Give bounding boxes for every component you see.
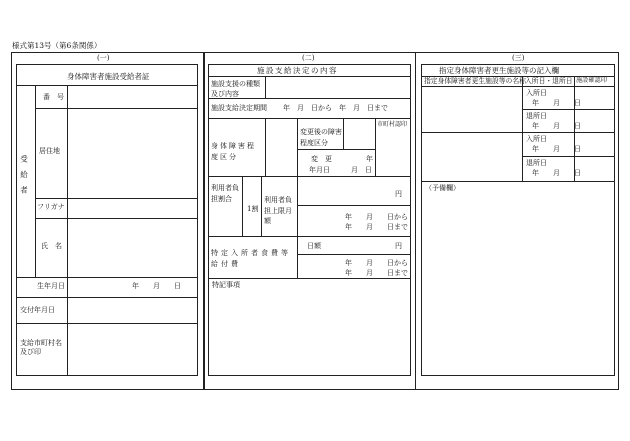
facility-title: 指定身体障害者更生施設等の記入欄 xyxy=(439,66,559,75)
burden-ratio-label: 利用者負担割合 xyxy=(211,184,239,203)
food-housing-label: 特定入所者食費等給付費 xyxy=(211,249,291,269)
disability-level-label: 身体障害程度区分 xyxy=(211,142,256,161)
burden-limit-label: 利用者負担上限月額 xyxy=(264,196,292,225)
burden-date-to: 年 月 日まで xyxy=(345,223,408,231)
burden-yen: 円 xyxy=(395,190,402,198)
decision-card xyxy=(208,64,411,376)
changed-level-label: 変更後の障害程度区分 xyxy=(300,128,342,147)
decision-title: 施設支給決定の内容 xyxy=(257,66,338,75)
reserve-label: （予備欄） xyxy=(425,184,460,192)
card-title: 身体障害者施設受給者証 xyxy=(67,72,150,81)
address-label: 居住地 xyxy=(39,147,60,155)
entry-date-1: 年 月 日 xyxy=(532,99,581,107)
facility-card xyxy=(421,64,615,376)
exit-date-1: 年 月 日 xyxy=(532,122,581,130)
burden-date-from: 年 月 日から xyxy=(345,213,408,221)
municipality-label: 支給市町村名及び印 xyxy=(20,339,62,357)
birthdate-label: 生年月日 xyxy=(37,282,65,290)
facility-type-label: 施設支援の種類及び内容 xyxy=(211,80,260,98)
col1-header: (一) xyxy=(97,54,110,62)
food-date-from: 年 月 日から xyxy=(345,259,408,267)
recipient-label: 受給者 xyxy=(19,155,29,202)
entry-label-2: 入所日 xyxy=(526,135,547,143)
food-date-to: 年 月 日まで xyxy=(345,269,408,277)
decision-period-value: 年 月 日から 年 月 日まで xyxy=(283,104,388,112)
exit-label-1: 退所日 xyxy=(526,112,547,120)
change-year: 年 xyxy=(366,155,373,163)
entry-date-2: 年 月 日 xyxy=(532,145,581,153)
form-number: 様式第13号（第6条関係） xyxy=(12,41,102,50)
number-label: 番 号 xyxy=(43,93,64,101)
entry-label-1: 入所日 xyxy=(526,89,547,97)
name-label: 氏 名 xyxy=(41,242,62,250)
daily-amount-label: 日額 xyxy=(307,242,321,250)
change-date-label: 年月日 xyxy=(309,166,330,174)
col3-header: (三) xyxy=(512,54,525,62)
exit-date-2: 年 月 日 xyxy=(532,169,581,177)
facility-name-label: 指定身体障害者更生施設等の名称 xyxy=(424,77,526,85)
furigana-label: フリガナ xyxy=(37,203,65,211)
special-notes-label: 特記事項 xyxy=(212,281,240,289)
burden-one-tenth: 1割 xyxy=(247,205,259,213)
daily-amount-yen: 円 xyxy=(395,242,402,250)
col2-header: (二) xyxy=(302,54,315,62)
exit-label-2: 退所日 xyxy=(526,159,547,167)
issue-date-label: 交付年月日 xyxy=(20,306,55,314)
change-month-day: 月 日 xyxy=(351,166,372,174)
municipal-seal-label: 市町村認印 xyxy=(377,121,408,128)
recipient-card xyxy=(16,64,198,376)
in-out-date-label: 入所日・退所日 xyxy=(525,77,573,85)
birthdate-value: 年 月 日 xyxy=(132,282,181,290)
confirm-seal-label: 施設確認印 xyxy=(576,77,607,84)
change-label: 変 更 xyxy=(311,155,332,163)
decision-period-label: 施設支給決定期間 xyxy=(211,104,267,112)
